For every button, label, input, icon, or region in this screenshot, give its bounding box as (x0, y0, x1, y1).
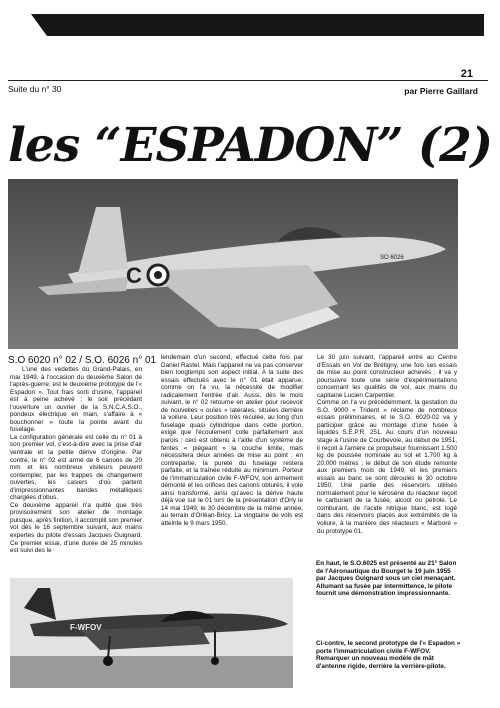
espadon-ground-photo (10, 578, 293, 688)
page-number: 21 (460, 68, 473, 80)
suite-label: Suite du n° 30 (8, 84, 62, 94)
col2-paragraph: lendemain d'un second, effectué cette fois par Daniel Rastel. Mais l'appareil ne va pas conserver bien longtemps son aspect initial. A la suite des essais effectués avec le n° 01 était apparue, comme on l'a vu, la nécessité de modifier radicalement l'entrée d'air. Aussi, dès le mois suivant, le n° 02 retourne en atelier pour recevoir de nouvelles « ouïes » latérales, situées derrière la voilure. Leur position très reculée, au long d'un fuselage quasi cylindrique dans cette portion, exige que l'écoulement colle parfaitement aux parois ; ceci est obtenu à l'aide d'un système de fentes « piégeant » la couche limite, mais nécessitera deux années de mise au point : en contrepartie, la pureté du fuselage restera parfaite, et la traînée réduite au minimum. Porteur de l'immatriculation civile F-WFOV, son armement démonté et les orifices des canons obturés, il vole ainsi transformé, ainsi qu'avec la dérive haute déjà vue sur le 01 lors de la présentation d'Orly le 14 mai 1949, le 30 décembre de la même année, au terrain d'Orléan-Bricy. La vingtaine de vols est atteinte le 9 mars 1950. (161, 354, 303, 528)
col3-paragraph: Le 30 juin suivant, l'appareil entre au Centre d'Essais en Vol de Brétigny, une fois ses essais de mise au point constructeur achevés ; il va y poursuivre toute une série d'expérimentations concernant les qualités de vol, aux mains du capitaine Lucien Carpentier. (317, 354, 457, 399)
article-title: les “ESPADON” (2) (8, 118, 493, 173)
fuselage-roundel-letter: C (126, 263, 142, 288)
author-byline: par Pierre Gaillard (404, 86, 478, 96)
col3-paragraph: Comme on l'a vu précédemment, la gestation du S.O. 9000 « Trident » réclame de nombreux essais préliminaires, et le S.O. 6020-02 va y participer grâce au montage d'une fusée à liquides S.E.P.R. 251. Au cours d'un nouveau stage à l'usine de Courbevoie, au début de 1951, il reçoit à l'arrière ce propulseur fournissant 1.500 kg de poussée nominale au sol et 1.700 kg à 20.000 mètres ; le début de son étude remonte aux premiers mois de 1949, et les premiers essais au banc se sont déroulés le 30 octobre 1950. Une partie des réservoirs utilisés normalement pour le kérosène du réacteur reçoit le carburant de la fusée, alcool ou pétrole. Le comburant, de l'acide nitrique blanc, est logé dans des réservoirs placés aux extrémités de la voilure, à la manière des réacteurs « Marboré » du prototype 01. (317, 399, 457, 535)
espadon-flight-photo (8, 179, 458, 349)
text-column-2 (161, 354, 303, 528)
col1-paragraph: Ce deuxième appareil n'a quitté que très provisoirement son atelier de montage puisque, après finition, il accomplit son premier vol dès le 16 septembre suivant, aux mains expertes du pilote d'essais Jacques Guignard. Ce premier essai, d'une durée de 25 minutes est suivi des le (10, 501, 142, 555)
fuselage-marking: SO 6026 (380, 255, 404, 261)
col1-paragraph: La configuration générale est celle du n° 01 à son premier vol, c'est-à-dire avec la prise d'air ventrale et la petite dérive d'origine. Par contre, le n° 02 est armé de 6 canons de 20 mm et les nombreux visiteurs peuvent contempler, par les trappes de changement ouvertes, les casiers d'où partent d'impressionnantes bandes métalliques chargées d'obus. (10, 433, 142, 502)
text-column-1 (10, 366, 142, 555)
col1-paragraph: L'une des vedettes du Grand-Palais, en mai 1949, à l'occasion du deuxième Salon de l'après-guerre, est le deuxième prototype de l'« Espadon ». Tout frais sorti d'usine, l'appareil est à peine achevé ; le soir précédant l'ouverture un ouvrier de la S.N.C.A.S.O., pondeux électrique en main, s'affaire à « bouchonner » toute la pointe avant du fuselage. (10, 366, 142, 434)
text-column-3 (317, 354, 457, 535)
registration-marking: F-WFOV (70, 623, 102, 632)
caption-bottom-photo: Ci-contre, le second prototype de l'« Espadon » porte l'immatriculation civile F-WFOV. Remarquer un nouveau modèle de mât d'antenne rigide, derrière la verrière-pilote. (316, 640, 461, 670)
header-rule (8, 80, 488, 81)
caption-top-photo: En haut, le S.O.6025 est présenté au 21° Salon de l'Aéronautique du Bourget le 19 juin 1955 par Jacques Guignard sous un ciel menaçant. Allumant sa fusée par intermittence, le pilote fournit une démonstration impressionnante. (316, 560, 457, 598)
photo-caption-top: S.O 6020 n° 02 / S.O. 6026 n° 01 (8, 355, 157, 366)
header-bar (47, 14, 484, 36)
